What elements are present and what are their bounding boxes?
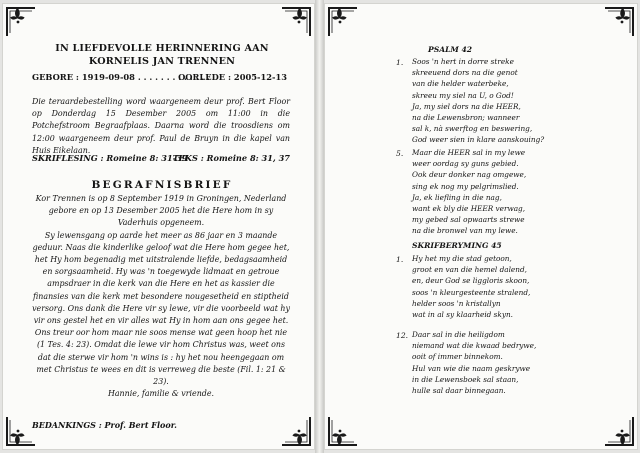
biography-intro: Kor Trennen is op 8 September 1919 in Groningen, Nederland gebore en op 13 Desember 2005 het die Here hom in sy Vaderhuis opgeneem.	[35, 194, 287, 228]
corner-ornament-icon	[326, 5, 360, 39]
gutter	[315, 0, 324, 453]
scripture-reading: SKRIFLESING : Romeine 8: 31-39	[32, 153, 188, 163]
verse-line: skreeu my siel na U, o God!	[412, 90, 514, 100]
verse-line: Maar die HEER sal in my lewe	[412, 148, 526, 157]
verse-line: my gebed sal opwaarts strewe	[412, 215, 525, 225]
verse-line: want ek bly die HEER verwag,	[412, 204, 526, 214]
verse-line: in die Lewensboek sal staan,	[412, 374, 519, 384]
psalm-verse-5	[412, 147, 627, 237]
psalm-verse-1	[412, 56, 627, 146]
verse-line: ooit of immer binnekom.	[412, 352, 503, 362]
verse-line: na die Lewensbron; wanneer	[412, 113, 520, 123]
verse-line: God weer sien in klare aanskouing?	[412, 135, 545, 145]
verse-line: skreeuend dors na die genot	[412, 68, 518, 78]
verse-line: en, deur God se liggloris skoon,	[412, 276, 530, 286]
life-dates	[32, 72, 287, 82]
verse-line: groot en van die hemel dalend,	[412, 265, 527, 275]
corner-ornament-icon	[326, 414, 360, 448]
corner-ornament-icon	[279, 414, 313, 448]
funeral-notice: Die teraardebestelling word waargeneem deur prof. Bert Floor op Donderdag 15 Desember 2005 om 11:00 in die Potchefstroom Begraafplaas. Daarna word die troosdiens om 12:00 waargeneem deur prof. Paul de Bruyn in die kapel van Huis Eikelaan.	[32, 97, 290, 155]
right-page	[324, 3, 638, 450]
verse-line: sing ek nog my pelgrimslied.	[412, 181, 519, 191]
verse-line: Soos 'n hert in dorre streke	[412, 57, 514, 66]
verse-number: 5.	[396, 149, 404, 158]
hymn-verse-1	[412, 253, 627, 320]
memorial-heading: IN LIEFDEVOLLE HERINNERING AAN	[55, 43, 269, 54]
verse-line: van die helder waterbeke,	[412, 79, 509, 89]
verse-line: sal k, nà swerftog en beswering,	[412, 124, 533, 134]
verse-line: Daar sal in die heiligdom	[412, 330, 505, 339]
verse-line: soos 'n kleurgesteente stralend,	[412, 287, 531, 297]
verse-line: na die bronwel van my lewe.	[412, 226, 518, 236]
biography-closing: Ons treur oor hom maar nie soos mense wat geen hoop het nie (1 Tes. 4: 23). Omdat die lewe vir hom Christus was, weet ons dat die sterwe vir hom 'n wins is : hy het nou heengegaan om met Christus te wees en dit is verreweg die beste (Fil. 1: 21 & 23).	[34, 328, 288, 387]
verse-line: wat in al sy klaarheid skyn.	[412, 310, 513, 320]
verse-line: Ook deur donker nag omgewe,	[412, 170, 527, 180]
corner-ornament-icon	[602, 414, 636, 448]
verse-line: Ja, my siel dors na die HEER,	[412, 101, 521, 111]
birth-date: GEBORE : 1919-09-08 . . . . . . . . . . . . .	[32, 72, 211, 82]
biography-body: Sy lewensgang op aarde het meer as 86 jaar en 3 maande geduur. Naas die kinderlike geloof wat die Here hom gegee het, het Hy hom begenadig met uitstralende liefde, bedagsaamheid en sorgsaamheid. Hy was 'n toegewyde lidmaat en getroue ampsdraer in die kerk van die Here en het as kassier die finansies van die kerk met besondere nougesetheid en stiptheid versorg. Ons dank die Here vir sy lewe, vir die voorbeeld wat hy vir ons gestel het en vir alles wat Hy in hom aan ons gegee het.	[32, 230, 290, 326]
death-date: OORLEDE : 2005-12-13	[178, 72, 287, 82]
deceased-name: KORNELIS JAN TRENNEN	[88, 56, 236, 67]
verse-line: Ja, ek liefling in die nag,	[412, 192, 502, 202]
scripture-line	[32, 153, 290, 163]
hymn-heading: SKRIFBERYMING 45	[412, 241, 502, 250]
verse-line: helder soos 'n kristallyn	[412, 298, 501, 308]
signoff: Hannie, familie & vriende.	[107, 389, 215, 399]
hymn-verse-12	[412, 329, 627, 396]
verse-number: 1.	[396, 255, 404, 264]
verse-number: 12.	[396, 331, 409, 340]
verse-line: Hul van wie die naam geskrywe	[412, 363, 531, 373]
biography-heading: BEGRAFNISBRIEF	[91, 179, 233, 191]
corner-ornament-icon	[602, 5, 636, 39]
left-page	[2, 3, 315, 450]
biography	[32, 193, 290, 400]
verse-line: niemand wat die kwaad bedrywe,	[412, 341, 537, 351]
acknowledgements: BEDANKINGS : Prof. Bert Floor.	[32, 420, 177, 430]
verse-number: 1.	[396, 58, 404, 67]
verse-line: Hy het my die stad getoon,	[412, 254, 512, 263]
corner-ornament-icon	[4, 5, 38, 39]
verse-line: hulle sal daar binnegaan.	[412, 386, 506, 396]
psalm-heading: PSALM 42	[428, 45, 473, 54]
corner-ornament-icon	[279, 5, 313, 39]
sermon-text: TEKS : Romeine 8: 31, 37	[172, 153, 290, 163]
verse-line: weer oordag sy guns gebied.	[412, 159, 519, 169]
